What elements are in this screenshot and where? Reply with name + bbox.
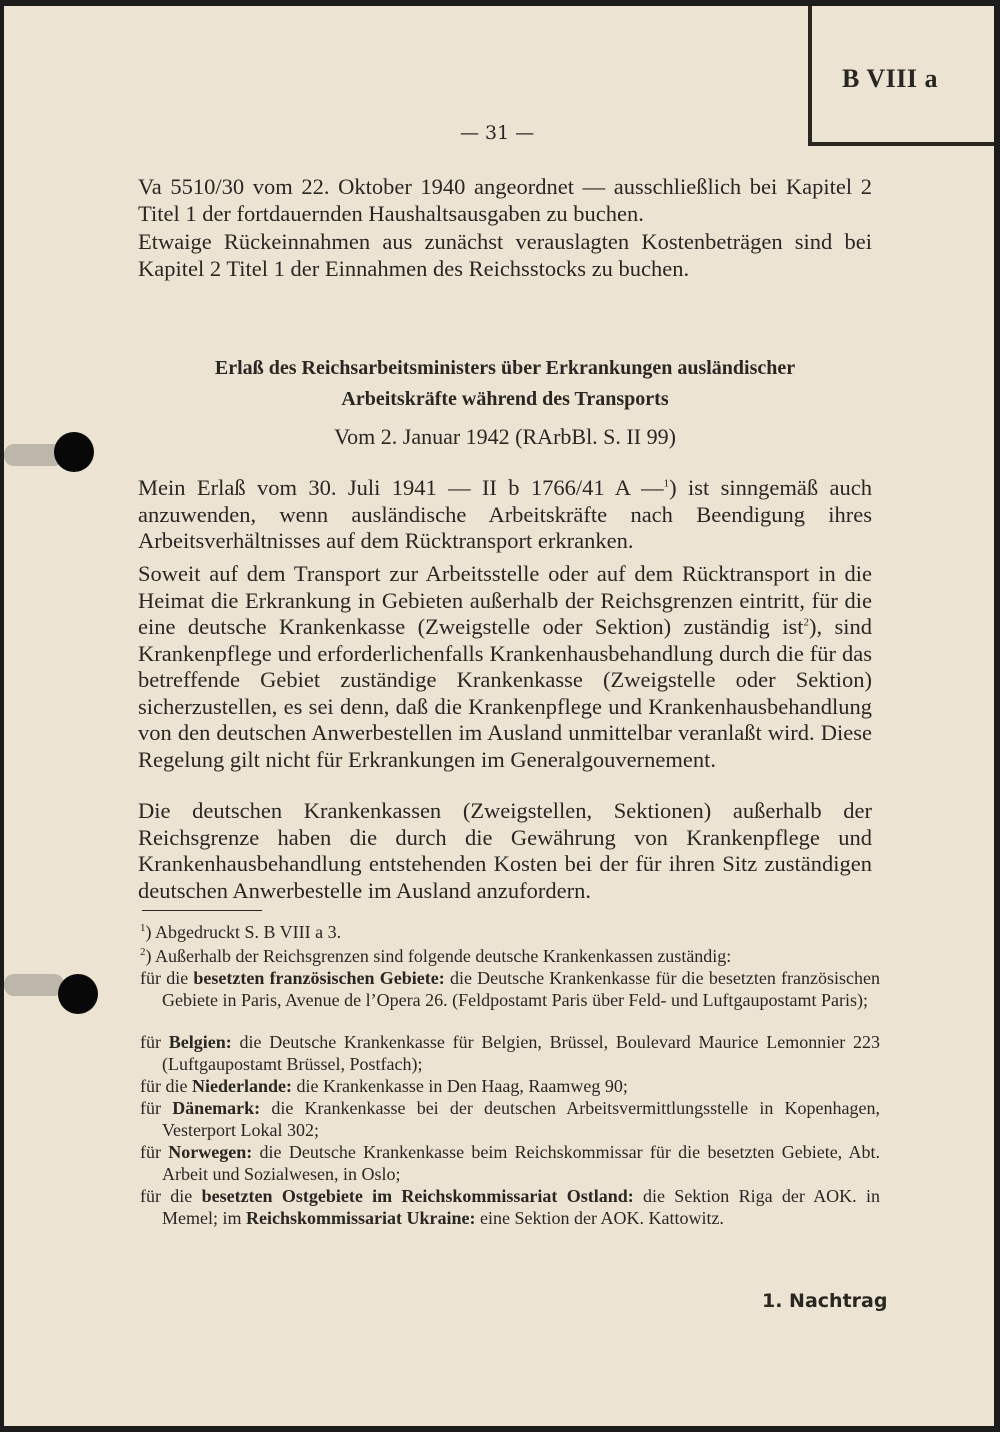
punch-smudge — [4, 974, 64, 996]
body-paragraph-2-text-a: Soweit auf dem Transport zur Arbeitsstelle oder auf dem Rücktransport in die Heimat die Erkrankung in Gebieten außerhalb der Reichsgrenzen eintritt, für die eine deutsche Krankenkasse (Zweigstelle oder Sektion) zuständig ist — [138, 561, 872, 639]
footnote-item-region: Norwegen: — [168, 1142, 253, 1162]
intro-paragraph-1: Va 5510/30 vom 22. Oktober 1940 angeordnet — ausschließlich bei Kapitel 2 Titel 1 der fortdauernden Haushaltsausgaben zu buchen. — [138, 174, 872, 226]
footnote-item-text: die Deutsche Krankenkasse beim Reichskommissar für die besetzten Gebiete, Abt. Arbeit und Sozialwesen, in Oslo; — [162, 1142, 880, 1184]
body-paragraph-1 — [138, 475, 872, 555]
footnote-item-east — [140, 1186, 880, 1229]
footnote-item-norway — [140, 1142, 880, 1185]
footnote-item-france — [140, 968, 880, 1011]
footnote-item-region: besetzten französischen Gebiete: — [193, 968, 445, 988]
body-paragraph-2-text-b: ), sind Krankenpflege und erforderlichenfalls Krankenhausbehandlung durch die für das betreffende Gebiet zuständige Krankenkasse (Zweigstelle oder Sektion) sicherzustellen, es sei denn, daß die Krankenpflege und Krankenhausbehandlung von den deutschen Anwerbestellen im Ausland unmittelbar veranlaßt wird. Diese Regelung gilt nicht für Erkrankungen im Generalgouvernement. — [138, 614, 873, 772]
footnote-item-region: besetzten Ostgebiete im Reichskommissariat Ostland: — [201, 1186, 634, 1206]
supplement-label: 1. Nachtrag — [762, 1290, 888, 1312]
footnote-item-prefix: für die — [140, 968, 194, 988]
footnote-2-mark: 2 — [140, 946, 146, 958]
intro-paragraph-2: Etwaige Rückeinnahmen aus zunächst verauslagten Kostenbeträgen sind bei Kapitel 2 Titel 1 der Einnahmen des Reichsstocks zu buchen. — [138, 229, 872, 281]
page-number: — 31 — — [460, 122, 535, 144]
footnote-divider — [142, 910, 262, 911]
punch-hole — [54, 432, 94, 472]
footnote-item-denmark — [140, 1098, 880, 1141]
section-box — [808, 6, 994, 146]
footnote-item-prefix: für — [140, 1032, 169, 1052]
footnote-item-region: Dänemark: — [172, 1098, 261, 1118]
decree-title-line-2: Arbeitskräfte während des Transports — [341, 388, 669, 410]
footnote-item-text: die Krankenkasse in Den Haag, Raamweg 90; — [291, 1076, 628, 1096]
footnote-item-text: die Krankenkasse bei der deutschen Arbeitsvermittlungsstelle in Kopenhagen, Vesterport Lokal 302; — [162, 1098, 881, 1140]
body-paragraph-1-text-b: ) ist sinngemäß auch anzuwenden, wenn ausländische Arbeitskräfte nach Beendigung ihres Arbeitsverhältnisses auf dem Rücktransport erkranken. — [138, 475, 872, 553]
footnote-item-prefix: für — [140, 1098, 173, 1118]
section-code: B VIII a — [842, 64, 939, 93]
footnote-1-text: ) Abgedruckt S. B VIII a 3. — [145, 922, 342, 942]
body-paragraph-2 — [138, 561, 872, 773]
body-paragraph-3: Die deutschen Krankenkassen (Zweigstellen, Sektionen) außerhalb der Reichsgrenze haben die durch die Gewährung von Krankenpflege und Krankenhausbehandlung entstehenden Kosten bei der für ihren Sitz zuständigen deutschen Anwerbestelle im Ausland anzufordern. — [138, 798, 872, 903]
footnote-item-belgium — [140, 1032, 880, 1075]
footnote-item-text: eine Sektion der AOK. Kattowitz. — [475, 1207, 724, 1228]
footnote-item-region: Niederlande: — [191, 1076, 292, 1096]
footnote-item-netherlands — [140, 1076, 880, 1098]
punch-hole — [58, 974, 98, 1014]
decree-date: Vom 2. Januar 1942 (RArbBl. S. II 99) — [334, 424, 676, 449]
footnote-ref-2: 2 — [803, 616, 809, 629]
decree-title-line-1: Erlaß des Reichsarbeitsministers über Erkrankungen ausländischer — [214, 357, 796, 379]
footnote-item-prefix: für die — [140, 1186, 202, 1206]
footnote-item-prefix: für die — [140, 1076, 192, 1096]
footnote-1 — [140, 922, 880, 944]
footnote-2-text: ) Außerhalb der Reichsgrenzen sind folgende deutsche Krankenkassen zuständig: — [145, 946, 732, 966]
footnote-item-text: die Deutsche Krankenkasse für die besetzten französischen Gebiete in Paris, Avenue de l’Opera 26. (Feldpostamt Paris über Feld- und Luftgaupostamt Paris); — [162, 968, 880, 1010]
body-paragraph-1-text-a: Mein Erlaß vom 30. Juli 1941 — II b 1766/41 A — — [138, 475, 664, 500]
footnote-item-region: Reichskommissariat Ukraine: — [246, 1207, 476, 1228]
footnote-item-text: die Deutsche Krankenkasse für Belgien, Brüssel, Boulevard Maurice Lemonnier 223 (Luftgaupostamt Brüssel, Postfach); — [162, 1032, 880, 1074]
footnote-item-region: Belgien: — [168, 1032, 232, 1052]
footnote-1-mark: 1 — [140, 922, 146, 934]
document-page — [4, 6, 994, 1426]
footnote-2-intro — [140, 946, 880, 968]
footnote-item-text: die Sektion Riga der AOK. in Memel; im — [162, 1186, 880, 1228]
footnote-item-prefix: für — [140, 1142, 169, 1162]
footnote-ref-1: 1 — [663, 477, 670, 490]
